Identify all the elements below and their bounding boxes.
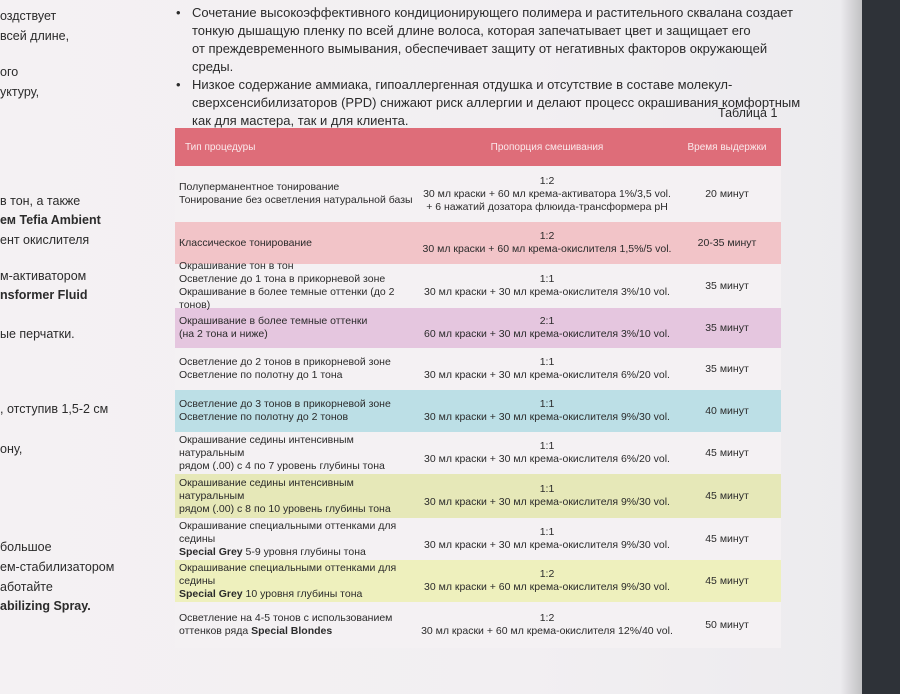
procedure-cell xyxy=(175,477,421,516)
procedure-line: Окрашивание седины интенсивным натуральным xyxy=(179,433,354,459)
procedure-cell xyxy=(175,612,421,638)
procedure-cell xyxy=(175,520,421,559)
procedure-cell xyxy=(175,398,421,424)
procedure-line: Special Grey 10 уровня глубины тона xyxy=(179,587,363,600)
page-edge-shadow xyxy=(840,0,862,694)
mix-line: 30 мл краски + 30 мл крема-окислителя 9%/30 vol. xyxy=(424,496,670,508)
procedure-line: Осветление по полотну до 2 тонов xyxy=(179,411,349,423)
left-line: аботайте xyxy=(0,580,53,594)
procedure-line: Осветление до 1 тона в прикорневой зоне xyxy=(179,273,386,285)
procedure-line: Осветление на 4-5 тонов с использованием xyxy=(179,612,393,624)
table-row xyxy=(175,474,781,518)
table-row xyxy=(175,602,781,648)
left-line: ого xyxy=(0,65,19,79)
left-column-text xyxy=(0,0,120,694)
mix-cell xyxy=(421,440,673,466)
procedure-cell xyxy=(175,237,421,250)
bullet-line: Сочетание высокоэффективного кондиционирующего полимера и растительного сквалана создает xyxy=(192,5,793,20)
mix-ratio: 1:1 xyxy=(539,273,555,285)
mix-line: 30 мл краски + 30 мл крема-окислителя 9%/30 vol. xyxy=(424,539,670,551)
bullet-dot-icon: • xyxy=(176,5,181,20)
mix-line: 30 мл краски + 30 мл крема-окислителя 9%/30 vol. xyxy=(424,411,670,423)
mix-ratio: 1:2 xyxy=(539,568,555,580)
bullet-dot-icon: • xyxy=(176,77,181,92)
time-cell: 35 минут xyxy=(705,362,749,375)
mix-ratio: 1:1 xyxy=(539,483,555,495)
bullet-line: сверхсенсибилизаторов (PPD) снижают риск аллергии и делают процесс окрашивания комфортным xyxy=(192,95,801,110)
header-mix: Пропорция смешивания xyxy=(490,141,604,153)
procedure-line: Осветление до 2 тонов в прикорневой зоне xyxy=(179,356,391,368)
bullet-list xyxy=(170,4,810,130)
left-line: уктуру, xyxy=(0,85,40,99)
procedure-line: Окрашивание в более темные оттенки xyxy=(179,315,368,327)
mix-line: 30 мл краски + 30 мл крема-окислителя 6%/20 vol. xyxy=(424,453,670,465)
left-line: ону, xyxy=(0,442,23,456)
table-body xyxy=(175,166,781,648)
time-cell: 45 минут xyxy=(705,446,749,459)
left-line: м-активатором xyxy=(0,269,87,283)
procedure-line: Special Grey 5-9 уровня глубины тона xyxy=(179,545,366,558)
left-line: abilizing Spray. xyxy=(0,599,91,613)
procedure-line: Окрашивание тон в тон xyxy=(179,260,294,272)
table-row xyxy=(175,432,781,474)
procedure-line: Окрашивание в более темные оттенки (до 2 тонов) xyxy=(179,286,395,311)
bullet-line: Низкое содержание аммиака, гипоаллергенная отдушка и отсутствие в составе молекул- xyxy=(192,77,733,92)
time-cell: 35 минут xyxy=(705,321,749,334)
mix-ratio: 1:2 xyxy=(539,174,555,187)
mix-line: 30 мл краски + 60 мл крема-окислителя 12%/40 vol. xyxy=(421,625,673,637)
left-line: ент окислителя xyxy=(0,233,90,247)
brand-name: Special Grey xyxy=(179,587,243,600)
bullet-item xyxy=(170,76,810,130)
mix-line: 30 мл краски + 30 мл крема-окислителя 3%/10 vol. xyxy=(424,286,670,298)
mix-cell xyxy=(421,612,673,638)
time-cell: 20 минут xyxy=(705,187,749,200)
procedure-line: Окрашивание специальными оттенками для седины xyxy=(179,561,397,587)
brand-name: Special Blondes xyxy=(251,625,333,637)
procedure-line: Осветление до 3 тонов в прикорневой зоне xyxy=(179,398,391,410)
bullet-line: от преждевременного вымывания, обеспечивает защиту от негативных факторов окружающей среды. xyxy=(192,41,768,74)
procedure-line: Окрашивание седины интенсивным натуральным xyxy=(179,476,354,502)
left-line: оздствует xyxy=(0,9,57,23)
bullet-line: тонкую дышащую пленку по всей длине волоса, которая запечатывает цвет и защищает его xyxy=(192,23,751,38)
mix-cell xyxy=(421,356,673,382)
mix-line: + 6 нажатий дозатора флюида-трансформера pH xyxy=(426,200,668,213)
left-line: большое xyxy=(0,540,52,554)
mix-ratio: 1:1 xyxy=(539,398,555,410)
time-cell: 20-35 минут xyxy=(697,236,757,249)
bullet-item xyxy=(170,4,810,76)
mix-line: 60 мл краски + 30 мл крема-окислителя 3%/10 vol. xyxy=(424,328,670,340)
bullet-line: как для мастера, так и для клиента. xyxy=(192,113,409,128)
left-line: nsformer Fluid xyxy=(0,288,88,302)
procedure-cell xyxy=(175,356,421,382)
mix-ratio: 1:2 xyxy=(539,612,555,624)
mix-line: 30 мл краски + 60 мл крема-окислителя 9%/30 vol. xyxy=(424,581,670,593)
procedure-cell xyxy=(175,562,421,601)
table-row xyxy=(175,518,781,560)
time-cell: 45 минут xyxy=(705,574,749,587)
mix-cell xyxy=(421,273,673,299)
table-row xyxy=(175,260,781,311)
mixing-table xyxy=(175,128,781,648)
mix-cell xyxy=(421,230,673,256)
mix-line: 30 мл краски + 60 мл крема-активатора 1%/3,5 vol. xyxy=(423,187,671,200)
procedure-cell xyxy=(175,434,421,473)
mix-ratio: 1:1 xyxy=(539,526,555,538)
procedure-cell xyxy=(175,260,421,312)
table-header-row xyxy=(175,128,781,166)
procedure-cell xyxy=(175,181,421,207)
left-line: ем Tefia Ambient xyxy=(0,213,101,227)
time-cell: 40 минут xyxy=(705,404,749,417)
left-line: , отступив 1,5-2 см xyxy=(0,402,109,416)
mix-cell xyxy=(421,526,673,552)
time-cell: 50 минут xyxy=(705,618,749,631)
procedure-line: рядом (.00) с 4 по 7 уровень глубины тона xyxy=(179,459,385,472)
header-procedure: Тип процедуры xyxy=(185,141,256,153)
procedure-line: Осветление по полотну до 1 тона xyxy=(179,369,343,381)
mix-cell xyxy=(421,398,673,424)
mix-ratio: 1:1 xyxy=(539,440,555,452)
left-line: ем-стабилизатором xyxy=(0,560,115,574)
table-caption: Таблица 1 xyxy=(718,106,778,120)
table-row xyxy=(175,390,781,432)
procedure-line: Полуперманентное тонирование xyxy=(179,181,340,193)
time-cell: 45 минут xyxy=(705,532,749,545)
left-line: в тон, а также xyxy=(0,194,81,208)
procedure-line: (на 2 тона и ниже) xyxy=(179,328,268,340)
procedure-line: рядом (.00) с 8 по 10 уровень глубины тона xyxy=(179,502,391,515)
mix-ratio: 1:1 xyxy=(539,356,555,368)
mix-ratio: 1:2 xyxy=(539,230,555,242)
mix-line: 30 мл краски + 60 мл крема-окислителя 1,5%/5 vol. xyxy=(422,243,672,255)
left-line: всей длине, xyxy=(0,29,70,43)
mix-cell xyxy=(421,483,673,509)
time-cell: 45 минут xyxy=(705,489,749,502)
mix-ratio: 2:1 xyxy=(539,315,555,327)
table-row xyxy=(175,560,781,602)
procedure-line: Тонирование без осветления натуральной базы xyxy=(179,194,413,206)
mix-line: 30 мл краски + 30 мл крема-окислителя 6%/20 vol. xyxy=(424,369,670,381)
left-line: ые перчатки. xyxy=(0,327,75,341)
table-row xyxy=(175,222,781,264)
table-row xyxy=(175,308,781,348)
procedure-line: Классическое тонирование xyxy=(179,236,312,249)
table-row xyxy=(175,166,781,222)
mix-cell xyxy=(421,568,673,594)
time-cell: 35 минут xyxy=(705,279,749,292)
procedure-line: оттенков ряда Special Blondes xyxy=(179,625,333,637)
procedure-cell xyxy=(175,315,421,341)
header-time: Время выдержки xyxy=(687,141,767,153)
mix-cell xyxy=(421,175,673,214)
table-row xyxy=(175,348,781,390)
procedure-line: Окрашивание специальными оттенками для седины xyxy=(179,519,397,545)
mix-cell xyxy=(421,315,673,341)
brand-name: Special Grey xyxy=(179,545,243,558)
